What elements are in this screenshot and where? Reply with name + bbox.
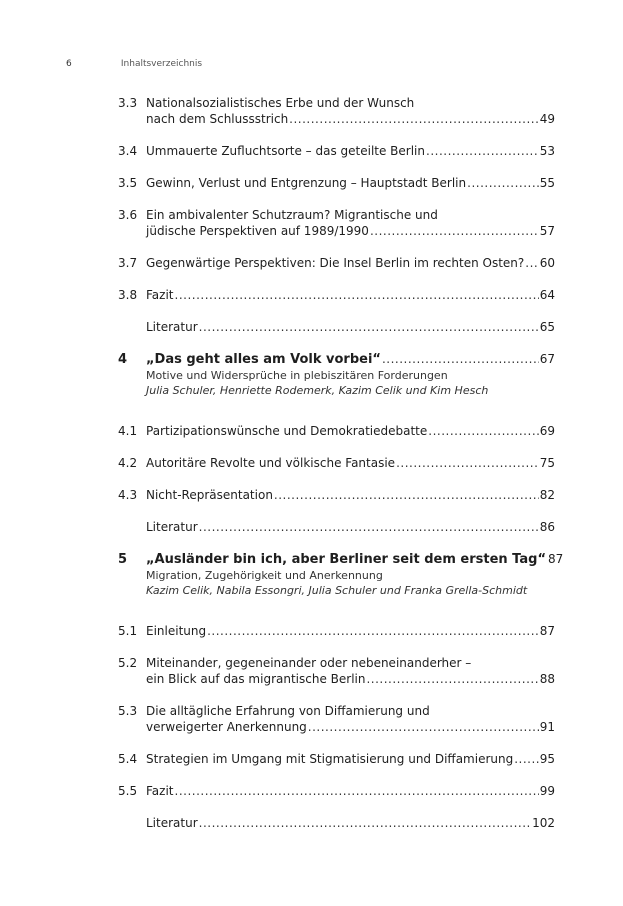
entry-title: Fazit [146,784,174,798]
entry-number: 5 [118,552,128,567]
entry-page-number: 49 [539,112,555,126]
entry-page-number: 69 [539,424,555,438]
running-head [66,59,202,69]
entry-page-number: 53 [539,144,555,158]
leader-dots [274,487,539,503]
entry-number: 3.3 [118,96,138,110]
entry-title: Literatur [146,816,198,830]
entry-title: nach dem Schlussstrich [146,112,289,126]
entry-title: Autoritäre Revolte und völkische Fantasie [146,456,396,470]
leader-dots [370,223,539,239]
toc-entry [118,95,555,127]
toc-entry [118,319,555,335]
entry-page-number: 87 [548,552,564,566]
entry-page-number: 60 [539,256,555,270]
toc-entry [118,423,555,439]
entry-number: 3.7 [118,256,138,270]
toc-chapter-entry [118,551,564,598]
toc-entry [118,487,555,503]
toc-entry [118,783,555,799]
entry-title: Ein ambivalenter Schutzraum? Migrantische und [146,208,438,222]
entry-page-number: 65 [539,320,555,334]
entry-title: ein Blick auf das migrantische Berlin [146,672,366,686]
leader-dots [175,783,539,799]
entry-title: „Ausländer bin ich, aber Berliner seit dem ersten Tag“ [146,552,546,567]
chapter-subtitle: Migration, Zugehörigkeit und Anerkennung [146,569,383,582]
entry-title: Die alltägliche Erfahrung von Diffamierung und [146,704,430,718]
leader-dots [426,143,539,159]
running-title: Inhaltsverzeichnis [120,59,203,69]
entry-page-number: 57 [539,224,555,238]
leader-dots [199,319,539,335]
entry-title: Nationalsozialistisches Erbe und der Wunsch [146,96,415,110]
entry-title: verweigerter Anerkennung [146,720,307,734]
toc-chapter-entry [118,351,555,398]
leader-dots [525,255,538,271]
leader-dots [428,423,538,439]
leader-dots [467,175,539,191]
leader-dots [308,719,539,735]
entry-page-number: 55 [539,176,555,190]
entry-page-number: 88 [539,672,555,686]
toc-entry [118,623,555,639]
toc-entry [118,751,555,767]
toc-entry [118,815,555,831]
chapter-subtitle: Motive und Widersprüche in plebiszitären Forderungen [146,369,448,382]
entry-title: Gegenwärtige Perspektiven: Die Insel Berlin im rechten Osten? [146,256,525,270]
entry-number: 4.1 [118,424,138,438]
entry-title: Partizipationswünsche und Demokratiedebatte [146,424,428,438]
toc-entry [118,455,555,471]
entry-title: Einleitung [146,624,207,638]
entry-number: 5.5 [118,784,138,798]
entry-page-number: 64 [539,288,555,302]
entry-number: 3.8 [118,288,138,302]
entry-title: Fazit [146,288,174,302]
entry-number: 5.3 [118,704,138,718]
toc-entry [118,655,555,687]
leader-dots [199,519,539,535]
page-number: 6 [66,59,72,69]
entry-title: Nicht-Repräsentation [146,488,273,502]
toc-entry [118,143,555,159]
entry-title: Strategien im Umgang mit Stigmatisierung und Diffamierung [146,752,514,766]
toc-entry [118,287,555,303]
entry-page-number: 95 [539,752,555,766]
toc-entry [118,703,555,735]
entry-title: Miteinander, gegeneinander oder nebeneinanderher – [146,656,472,670]
entry-page-number: 99 [539,784,555,798]
entry-number: 4.2 [118,456,138,470]
chapter-authors: Kazim Celik, Nabila Essongri, Julia Schuler und Franka Grella-Schmidt [146,584,528,597]
leader-dots [199,815,531,831]
entry-number: 4 [118,352,128,367]
entry-number: 5.4 [118,752,138,766]
entry-title: „Das geht alles am Volk vorbei“ [146,352,381,367]
entry-title: Literatur [146,520,198,534]
entry-number: 3.6 [118,208,138,222]
entry-page-number: 67 [539,352,555,366]
entry-page-number: 91 [539,720,555,734]
leader-dots [382,351,539,367]
entry-number: 3.4 [118,144,138,158]
leader-dots [207,623,539,639]
entry-page-number: 102 [532,816,555,830]
entry-title: Literatur [146,320,198,334]
entry-title: jüdische Perspektiven auf 1989/1990 [146,224,369,238]
entry-number: 5.2 [118,656,138,670]
leader-dots [175,287,539,303]
leader-dots [514,751,539,767]
entry-page-number: 86 [539,520,555,534]
entry-page-number: 87 [539,624,555,638]
entry-page-number: 82 [539,488,555,502]
toc-entry [118,255,555,271]
chapter-authors: Julia Schuler, Henriette Rodemerk, Kazim Celik und Kim Hesch [146,384,489,397]
entry-number: 4.3 [118,488,138,502]
entry-number: 5.1 [118,624,138,638]
leader-dots [366,671,538,687]
toc-entry [118,175,555,191]
entry-title: Ummauerte Zufluchtsorte – das geteilte Berlin [146,144,425,158]
toc-entry [118,207,555,239]
entry-page-number: 75 [539,456,555,470]
entry-title: Gewinn, Verlust und Entgrenzung – Hauptstadt Berlin [146,176,467,190]
leader-dots [396,455,539,471]
leader-dots [289,111,539,127]
entry-number: 3.5 [118,176,138,190]
toc-entry [118,519,555,535]
